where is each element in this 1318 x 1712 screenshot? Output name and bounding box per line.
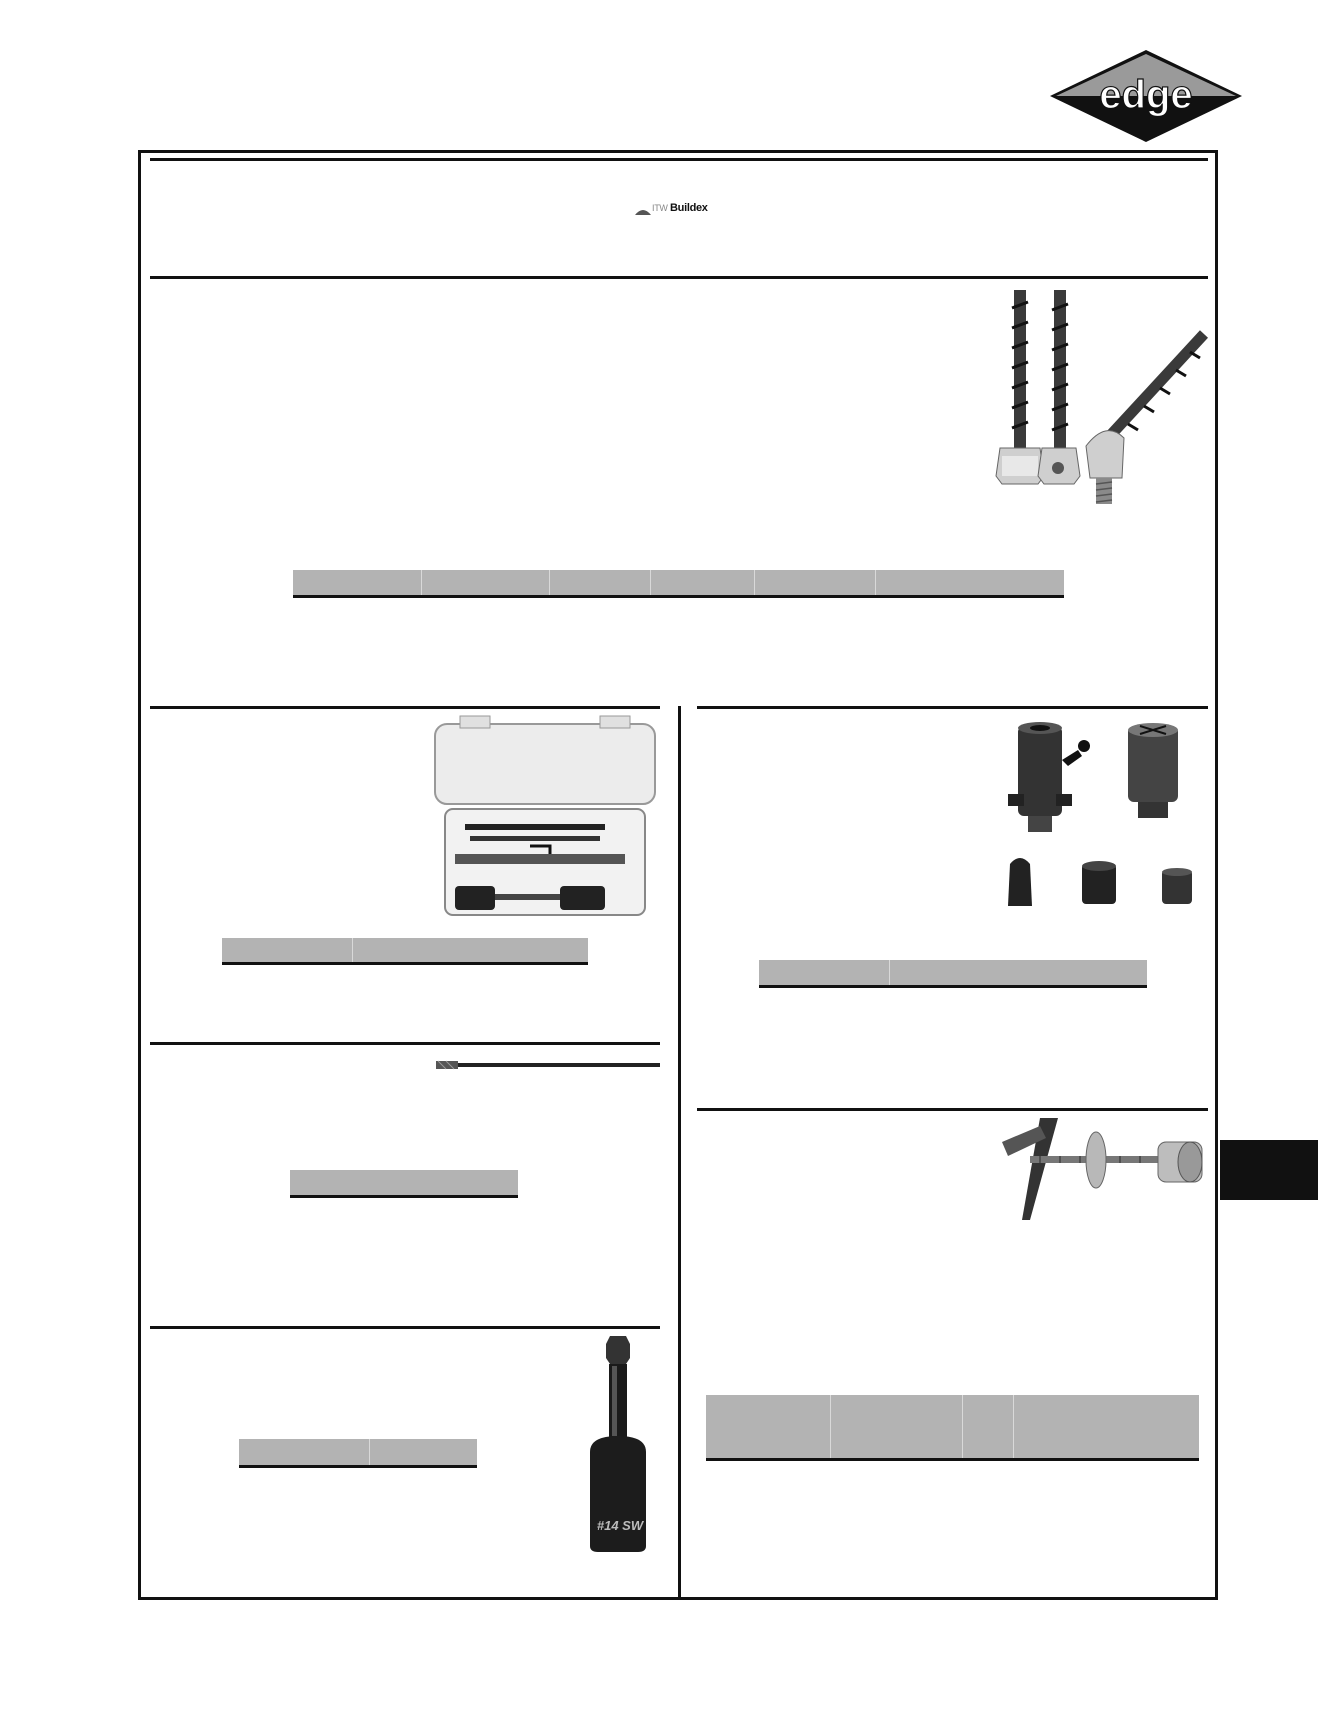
setting-tools-table-col (890, 960, 1147, 985)
column-divider (678, 706, 681, 1600)
nut-setter-table-header (239, 1439, 477, 1468)
rebar-table-col (293, 570, 422, 595)
extension-bit-table-col (290, 1170, 518, 1195)
toggle-table-col (963, 1395, 1014, 1458)
toggle-table-col (831, 1395, 963, 1458)
left-section-rule-2 (150, 1042, 660, 1045)
header-bottom-rule (150, 276, 1208, 279)
nut-setter-table-col (370, 1439, 477, 1465)
drill-kit-case-image (430, 714, 660, 920)
header-top-rule (150, 158, 1208, 161)
nut-setter-image (578, 1336, 658, 1554)
drill-kit-table-header (222, 938, 588, 965)
left-section-rule-1 (150, 706, 660, 709)
drill-kit-table-col (353, 938, 588, 962)
toggle-table-col (1014, 1395, 1199, 1458)
toggle-anchor-image (1000, 1116, 1210, 1226)
right-section-rule-2 (697, 1108, 1208, 1111)
section-tab-marker (1220, 1140, 1318, 1200)
edge-logo (1050, 50, 1242, 142)
header-brand-name: Buildex (670, 202, 708, 214)
nut-setter-table-col (239, 1439, 370, 1465)
toggle-table-header (706, 1395, 1199, 1461)
rebar-table-col (422, 570, 550, 595)
setting-tools-image (1000, 720, 1210, 920)
rebar-table-col (755, 570, 876, 595)
edge-logo-text: edge (1099, 73, 1193, 117)
extension-bit-table-header (290, 1170, 518, 1198)
header-brand-prefix: ITW (652, 203, 668, 213)
drill-kit-table-col (222, 938, 353, 962)
rebar-table-col (876, 570, 1064, 595)
extension-bit-image (432, 1058, 662, 1072)
toggle-table-col (706, 1395, 831, 1458)
left-section-rule-3 (150, 1326, 660, 1329)
setting-tools-table-col (759, 960, 890, 985)
rebar-table-header (293, 570, 1064, 598)
right-section-rule-1 (697, 706, 1208, 709)
nut-setter-label: #14 SW (596, 1518, 644, 1533)
rebar-anchors-image (978, 288, 1208, 508)
rebar-table-col (651, 570, 755, 595)
rebar-table-col (550, 570, 651, 595)
setting-tools-table-header (759, 960, 1147, 988)
header-brand-logo (634, 202, 706, 220)
